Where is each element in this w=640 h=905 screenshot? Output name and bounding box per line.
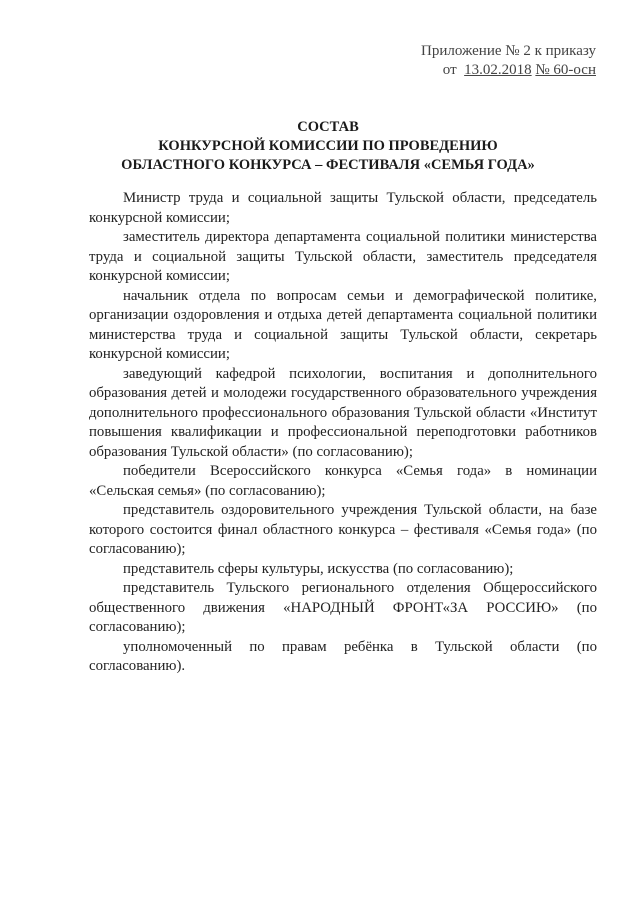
member-item: заместитель директора департамента социальной политики министерства труда и социальной защиты Тульской области, заместитель председателя конкурсной комиссии; bbox=[89, 229, 597, 284]
member-item: победители Всероссийского конкурса «Семья года» в номинации «Сельская семья» (по согласованию); bbox=[89, 463, 597, 499]
member-item: заведующий кафедрой психологии, воспитания и дополнительного образования детей и молодежи государственного образовательного учреждения дополнительного профессионального образования Тульской области «Институт повышения квалификации и профессиональной переподготовки работников образования Тульской области» (по согласованию); bbox=[89, 365, 597, 460]
order-number: № 60-осн bbox=[535, 62, 596, 78]
order-prefix: от bbox=[442, 62, 457, 78]
document-title bbox=[60, 118, 596, 175]
member-item: уполномоченный по правам ребёнка в Тульской области (по согласованию). bbox=[89, 638, 597, 674]
member-item: представитель оздоровительного учреждения Тульской области, на базе которого состоится финал областного конкурса – фестиваля «Семья года» (по согласованию); bbox=[89, 502, 597, 557]
member-item: представитель сферы культуры, искусства (по согласованию); bbox=[123, 560, 514, 577]
member-item: Министр труда и социальной защиты Тульской области, председатель конкурсной комиссии; bbox=[89, 190, 597, 226]
title-line-1: СОСТАВ bbox=[297, 119, 359, 135]
appendix-header bbox=[421, 42, 596, 80]
title-line-2: КОНКУРСНОЙ КОМИССИИ ПО ПРОВЕДЕНИЮ bbox=[158, 138, 498, 154]
members-list bbox=[89, 189, 597, 677]
title-line-3: ОБЛАСТНОГО КОНКУРСА – ФЕСТИВАЛЯ «СЕМЬЯ ГОДА» bbox=[121, 157, 535, 173]
member-item: представитель Тульского регионального отделения Общероссийского общественного движения «НАРОДНЫЙ ФРОНТ«ЗА РОССИЮ» (по согласованию); bbox=[89, 580, 597, 635]
appendix-title: Приложение № 2 к приказу bbox=[421, 43, 596, 59]
order-date: 13.02.2018 bbox=[464, 62, 532, 78]
order-reference bbox=[421, 61, 596, 80]
member-item: начальник отдела по вопросам семьи и демографической политике, организации оздоровления и отдыха детей департамента социальной политики министерства труда и социальной защиты Тульской области, секретарь конкурсной комиссии; bbox=[89, 287, 597, 362]
